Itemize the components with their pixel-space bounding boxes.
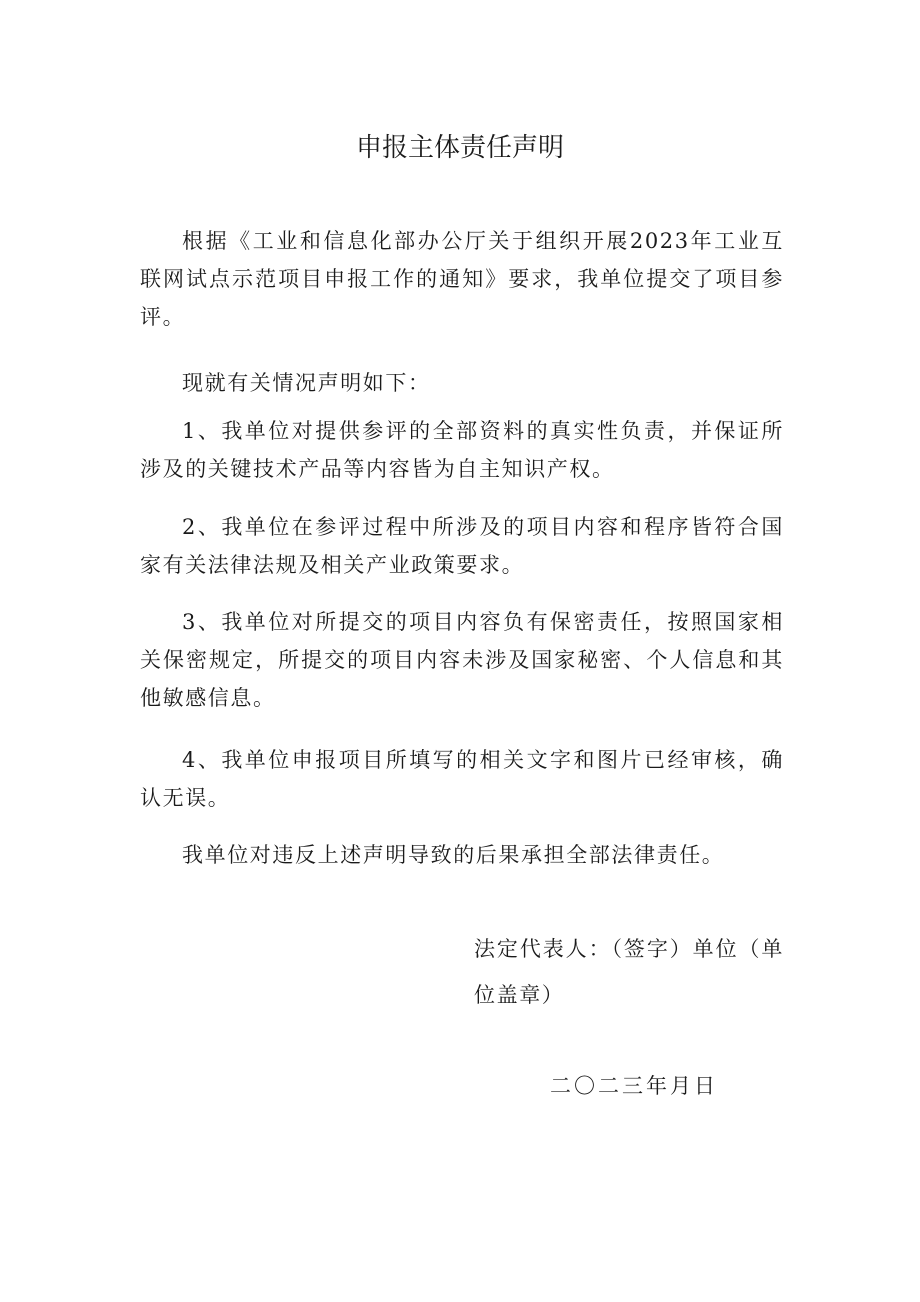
- body-paragraph-liability: 我单位对违反上述声明导致的后果承担全部法律责任。: [182, 843, 725, 867]
- body-paragraph-statement-lead: 现就有关情况声明如下：: [182, 371, 431, 395]
- body-paragraph-1-block: [140, 222, 784, 336]
- body-paragraph-item-1: 1、我单位对提供参评的全部资料的真实性负责，并保证所涉及的关键技术产品等内容皆为自主知识产权。: [140, 419, 784, 481]
- body-paragraph-item-2: 2、我单位在参评过程中所涉及的项目内容和程序皆符合国家有关法律法规及相关产业政策要求。: [140, 515, 784, 577]
- body-paragraph-item-4: 4、我单位申报项目所填写的相关文字和图片已经审核，确认无误。: [140, 748, 784, 810]
- body-paragraph-item-3: 3、我单位对所提交的项目内容负有保密责任，按照国家相关保密规定，所提交的项目内容未涉及国家秘密、个人信息和其他敏感信息。: [140, 610, 784, 710]
- document-title: 申报主体责任声明: [355, 133, 564, 163]
- signature-line: 法定代表人：（签字）单位（单位盖章）: [474, 937, 784, 1007]
- body-paragraph-3-block: [140, 412, 784, 488]
- body-paragraph-intro: 根据《工业和信息化部办公厅关于组织开展2023年工业互联网试点示范项目申报工作的通知》要求，我单位提交了项目参评。: [140, 229, 784, 329]
- date-line: 二〇二三年月日: [550, 1074, 718, 1098]
- body-paragraph-4-block: [140, 508, 784, 584]
- body-paragraph-2-block: [140, 364, 784, 402]
- body-paragraph-6-block: [140, 741, 784, 817]
- body-paragraph-7-block: [140, 836, 784, 874]
- body-paragraph-5-block: [140, 603, 784, 717]
